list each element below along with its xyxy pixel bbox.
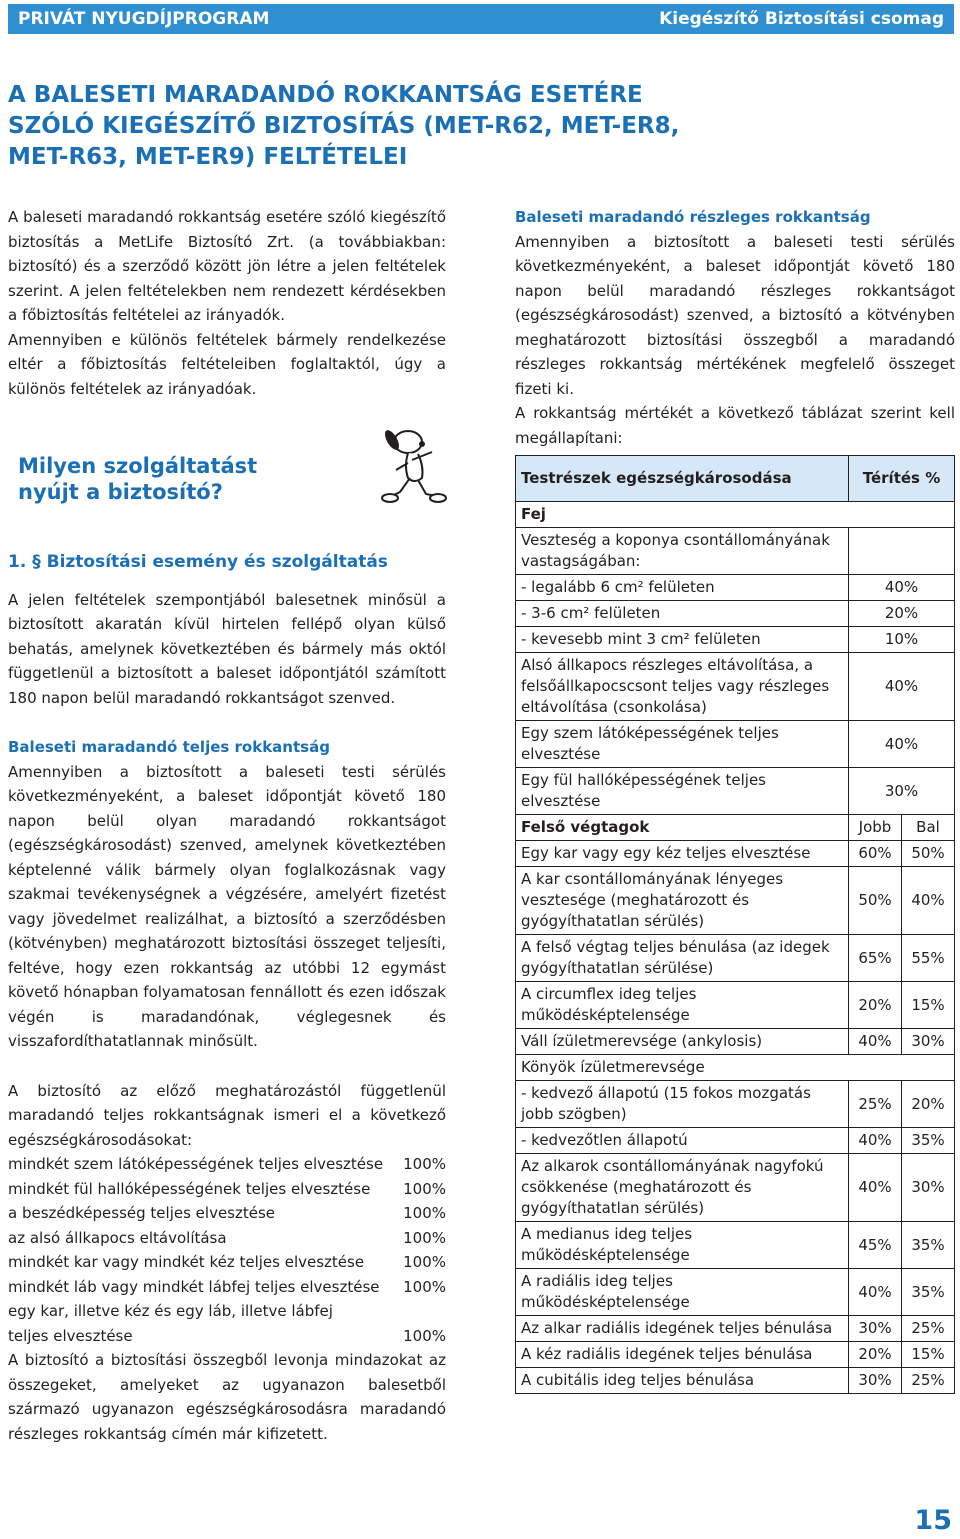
table-cell-right: 40% bbox=[849, 1128, 902, 1154]
table-row bbox=[516, 1316, 955, 1342]
section-heading-line: Milyen szolgáltatást bbox=[18, 454, 258, 478]
table-cell-right: 25% bbox=[849, 1081, 902, 1128]
section-heading bbox=[18, 453, 257, 505]
total-disability-list bbox=[8, 1152, 446, 1348]
table-cell-label: A felső végtag teljes bénulása (az idegek gyógyíthatatlan sérülése) bbox=[516, 935, 849, 982]
table-cell-right: 20% bbox=[849, 1342, 902, 1368]
table-cell-label: A circumflex ideg teljes működésképtelensége bbox=[516, 982, 849, 1029]
list-item bbox=[8, 1201, 446, 1226]
table-row bbox=[516, 627, 955, 653]
table-row bbox=[516, 721, 955, 768]
table-cell-label: Egy kar vagy egy kéz teljes elvesztése bbox=[516, 841, 849, 867]
list-item-label: mindkét szem látóképességének teljes elvesztése bbox=[8, 1155, 384, 1173]
table-row bbox=[516, 528, 955, 575]
list-item-label: mindkét láb vagy mindkét lábfej teljes elvesztése bbox=[8, 1277, 380, 1296]
table-cell-label: Az alkarok csontállományának nagyfokú csökkenése (meghatározott és gyógyíthatatlan sérülés) bbox=[516, 1154, 849, 1222]
list-item-value: 100% bbox=[403, 1179, 446, 1198]
partial-disability-heading: Baleseti maradandó részleges rokkantság bbox=[515, 208, 871, 226]
table-cell-right: 40% bbox=[849, 1269, 902, 1316]
table-group-felso-vegtagok: Felső végtagok bbox=[516, 815, 849, 841]
table-row bbox=[516, 601, 955, 627]
table-col-left-side: Bal bbox=[902, 815, 955, 841]
table-cell-value: 20% bbox=[849, 601, 955, 627]
table-cell-label: A kar csontállományának lényeges vesztesége (meghatározott és gyógyíthatatlan sérülés) bbox=[516, 867, 849, 935]
list-item bbox=[8, 1250, 446, 1275]
table-group-fej: Fej bbox=[516, 502, 955, 528]
table-row bbox=[516, 867, 955, 935]
partial-disability-text-2: A rokkantság mértékét a következő táblázat szerint kell megállapítani: bbox=[515, 404, 955, 447]
list-item bbox=[8, 1324, 446, 1349]
table-cell-left: 35% bbox=[902, 1269, 955, 1316]
table-cell-right: 50% bbox=[849, 867, 902, 935]
table-cell-left: 55% bbox=[902, 935, 955, 982]
list-item-label: mindkét kar vagy mindkét kéz teljes elvesztése bbox=[8, 1253, 365, 1271]
table-cell-label: Váll ízületmerevsége (ankylosis) bbox=[516, 1029, 849, 1055]
table-row bbox=[516, 653, 955, 721]
table-cell-label: Könyök ízületmerevsége bbox=[516, 1055, 955, 1081]
section-1 bbox=[8, 550, 446, 1446]
table-row bbox=[516, 1342, 955, 1368]
page-title-line: SZÓLÓ KIEGÉSZÍTŐ BIZTOSÍTÁS (MET-R62, MET-ER8, bbox=[8, 113, 680, 139]
section-heading-line: nyújt a biztosító? bbox=[18, 480, 223, 504]
table-cell-label: - kevesebb mint 3 cm² felületen bbox=[516, 627, 849, 653]
section-1-heading: 1. § Biztosítási esemény és szolgáltatás bbox=[8, 552, 388, 572]
table-cell-left: 25% bbox=[902, 1368, 955, 1394]
list-item-value: 100% bbox=[403, 1155, 446, 1173]
table-cell-label: - 3-6 cm² felületen bbox=[516, 601, 849, 627]
table-cell-label: A radiális ideg teljes működésképtelensége bbox=[516, 1269, 849, 1316]
list-item-value: 100% bbox=[403, 1277, 446, 1296]
list-item-label: a beszédképesség teljes elvesztése bbox=[8, 1204, 276, 1222]
table-cell-right: 20% bbox=[849, 982, 902, 1029]
table-cell-label: Egy szem látóképességének teljes elvesztése bbox=[516, 721, 849, 768]
list-item bbox=[8, 1275, 446, 1300]
table-cell-left: 15% bbox=[902, 982, 955, 1029]
table-row bbox=[516, 768, 955, 815]
intro-paragraph: A baleseti maradandó rokkantság esetére szóló kiegészítő biztosítás a MetLife Biztosító Zrt. (a továbbiakban: biztosító) és a szerződő között jön létre a jelen feltételek szerint. A jelen feltételekben nem rendezett kérdésekben a főbiztosítás feltételei az irányadók. bbox=[8, 208, 446, 324]
table-row bbox=[516, 982, 955, 1029]
table-row bbox=[516, 1222, 955, 1269]
table-row bbox=[516, 1081, 955, 1128]
disability-rate-table bbox=[515, 455, 955, 1394]
list-item-label: az alsó állkapocs eltávolítása bbox=[8, 1228, 227, 1247]
table-cell-right: 65% bbox=[849, 935, 902, 982]
table-header-compensation: Térítés % bbox=[849, 456, 955, 502]
table-cell-value: 10% bbox=[849, 627, 955, 653]
table-cell-value bbox=[849, 528, 955, 575]
table-row bbox=[516, 1368, 955, 1394]
table-cell-left: 50% bbox=[902, 841, 955, 867]
list-item bbox=[8, 1226, 446, 1251]
table-row bbox=[516, 1055, 955, 1081]
table-cell-right: 40% bbox=[849, 1154, 902, 1222]
total-disability-list-intro: A biztosító az előző meghatározástól függetlenül maradandó teljes rokkantságnak ismeri el a következő egészségkárosodásokat: bbox=[8, 1081, 446, 1149]
table-cell-value: 30% bbox=[849, 768, 955, 815]
table-header-body-part: Testrészek egészségkárosodása bbox=[516, 456, 849, 502]
table-row bbox=[516, 841, 955, 867]
table-cell-label: - kedvezőtlen állapotú bbox=[516, 1128, 849, 1154]
list-item-value: 100% bbox=[403, 1253, 446, 1271]
total-disability-block bbox=[8, 735, 446, 1054]
snoopy-illustration bbox=[378, 418, 448, 506]
page-title-line: A BALESETI MARADANDÓ ROKKANTSÁG ESETÉRE bbox=[8, 82, 643, 108]
header-program-title: PRIVÁT NYUGDÍJPROGRAM bbox=[18, 9, 270, 29]
table-row bbox=[516, 1029, 955, 1055]
intro-section bbox=[8, 205, 446, 401]
table-row bbox=[516, 935, 955, 982]
table-cell-left: 35% bbox=[902, 1222, 955, 1269]
list-item-label: egy kar, illetve kéz és egy láb, illetve lábfej bbox=[8, 1302, 333, 1320]
table-cell-left: 30% bbox=[902, 1029, 955, 1055]
table-cell-label: Veszteség a koponya csontállományának vastagságában: bbox=[516, 528, 849, 575]
table-cell-label: Egy fül hallóképességének teljes elvesztése bbox=[516, 768, 849, 815]
list-item-label: teljes elvesztése bbox=[8, 1326, 133, 1345]
table-cell-label: - legalább 6 cm² felületen bbox=[516, 575, 849, 601]
partial-disability-section bbox=[515, 205, 955, 450]
intro-paragraph: Amennyiben e különös feltételek bármely rendelkezése eltér a főbiztosítás feltételeiben foglaltaktól, úgy a különös feltételek az irányadóak. bbox=[8, 330, 446, 398]
page-title bbox=[8, 80, 728, 173]
list-item-value: 100% bbox=[403, 1326, 446, 1345]
total-disability-closing: A biztosító a biztosítási összegből levonja mindazokat az összegeket, amelyeket az ugyanazon balesetből származó ugyanazon egészségkárosodásra maradandó részleges rokkantság címén már kifizetett. bbox=[8, 1351, 446, 1443]
list-item bbox=[8, 1152, 446, 1177]
table-row bbox=[516, 1128, 955, 1154]
table-cell-value: 40% bbox=[849, 721, 955, 768]
table-cell-right: 30% bbox=[849, 1368, 902, 1394]
total-disability-heading: Baleseti maradandó teljes rokkantság bbox=[8, 738, 330, 756]
table-cell-value: 40% bbox=[849, 653, 955, 721]
table-cell-label: Az alkar radiális idegének teljes bénulása bbox=[516, 1316, 849, 1342]
table-cell-value: 40% bbox=[849, 575, 955, 601]
table-cell-left: 30% bbox=[902, 1154, 955, 1222]
list-item-label: mindkét fül hallóképességének teljes elvesztése bbox=[8, 1179, 371, 1198]
table-row bbox=[516, 1154, 955, 1222]
header-package-title: Kiegészítő Biztosítási csomag bbox=[659, 9, 944, 29]
list-item bbox=[8, 1177, 446, 1202]
list-item-value: 100% bbox=[403, 1204, 446, 1222]
table-cell-label: A medianus ideg teljes működésképtelensége bbox=[516, 1222, 849, 1269]
table-col-right-side: Jobb bbox=[849, 815, 902, 841]
table-header-row bbox=[516, 456, 955, 502]
total-disability-text: Amennyiben a biztosított a baleseti testi sérülés következményeként, a baleset időpontját követő 180 napon belül olyan maradandó rokkantságot (egészségkárosodást) szenved, amelynek következtében képtelenné válik bármely olyan foglalkozásnak vagy szakmai tevékenységnek a végzésére, amelyért fizetést vagy jövedelmet realizálhat, a biztosító a szerződésben (kötvényben) meghatározott biztosítási összeget teljesíti, feltéve, hogy ezen rokkantság az utóbbi 12 egymást követő hónapban folyamatosan fennállott és ezen időszak végén is maradandónak, véglegesnek és visszafordíthatatlannak minősült. bbox=[8, 762, 446, 1050]
table-cell-left: 25% bbox=[902, 1316, 955, 1342]
table-row bbox=[516, 575, 955, 601]
page-title-line: MET-R63, MET-ER9) FELTÉTELEI bbox=[8, 144, 408, 170]
table-cell-right: 30% bbox=[849, 1316, 902, 1342]
table-cell-left: 20% bbox=[902, 1081, 955, 1128]
header-bar bbox=[8, 4, 954, 34]
table-cell-label: Alsó állkapocs részleges eltávolítása, a felsőállkapocscsont teljes vagy részleges eltávolítása (csonkolása) bbox=[516, 653, 849, 721]
section-1-text: A jelen feltételek szempontjából balesetnek minősül a biztosított akaratán kívül hirtelen fellépő olyan külső behatás, amelynek következtében és bármely más októl függetlenül a biztosított a baleset időpontjától számított 180 napon belül maradandó rokkantságot szenved. bbox=[8, 590, 446, 707]
table-group-row bbox=[516, 815, 955, 841]
table-cell-left: 40% bbox=[902, 867, 955, 935]
partial-disability-text: Amennyiben a biztosított a baleseti testi sérülés következményeként, a baleset időpontját követő 180 napon belül maradandó részleges rokkantságot (egészségkárosodást) szenved, a biztosító a kötvényben meghatározott biztosítási összegből a maradandó részleges rokkantság mértékének megfelelő összeget fizeti ki. bbox=[515, 232, 955, 398]
table-cell-label: - kedvező állapotú (15 fokos mozgatás jobb szögben) bbox=[516, 1081, 849, 1128]
table-cell-right: 60% bbox=[849, 841, 902, 867]
list-item-value: 100% bbox=[403, 1228, 446, 1247]
table-row bbox=[516, 1269, 955, 1316]
table-cell-label: A kéz radiális idegének teljes bénulása bbox=[516, 1342, 849, 1368]
page-number: 15 bbox=[914, 1505, 952, 1536]
table-cell-label: A cubitális ideg teljes bénulása bbox=[516, 1368, 849, 1394]
table-group-row bbox=[516, 502, 955, 528]
table-cell-right: 45% bbox=[849, 1222, 902, 1269]
table-cell-left: 35% bbox=[902, 1128, 955, 1154]
table-cell-right: 40% bbox=[849, 1029, 902, 1055]
table-cell-left: 15% bbox=[902, 1342, 955, 1368]
